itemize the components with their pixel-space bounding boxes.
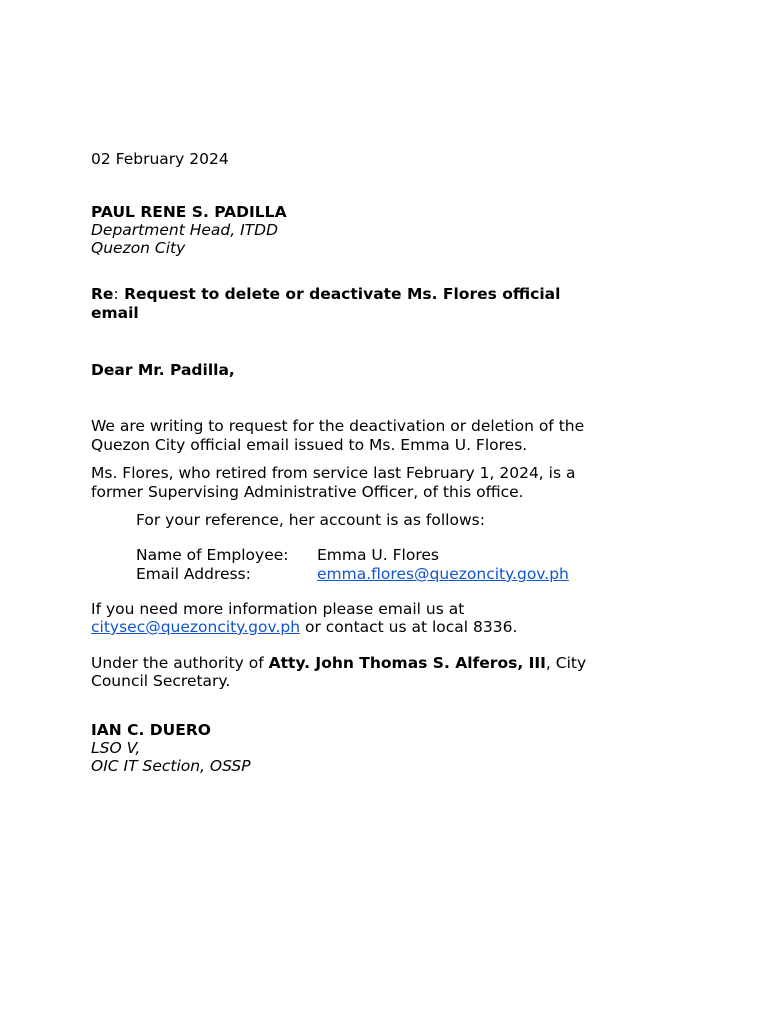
email-address-label: Email Address: xyxy=(136,565,251,583)
recipient-name: PAUL RENE S. PADILLA xyxy=(91,203,287,221)
employee-email-link[interactable]: emma.flores@quezoncity.gov.ph xyxy=(317,565,569,583)
authority-line1 xyxy=(91,654,586,672)
paragraph-1-line2: Quezon City official email issued to Ms. Emma U. Flores. xyxy=(91,436,528,454)
paragraph-2-line2: former Supervising Administrative Officer, of this office. xyxy=(91,483,524,501)
contact-line2 xyxy=(91,618,517,636)
salutation: Dear Mr. Padilla, xyxy=(91,361,235,379)
contact-line1: If you need more information please email us at xyxy=(91,600,465,618)
citysec-email-link[interactable]: citysec@quezoncity.gov.ph xyxy=(91,618,301,636)
reference-intro: For your reference, her account is as follows: xyxy=(136,511,485,529)
signatory-office: OIC IT Section, OSSP xyxy=(91,757,251,775)
subject-colon: : xyxy=(113,285,119,303)
employee-name-label: Name of Employee: xyxy=(136,546,289,564)
subject-prefix: Re xyxy=(91,285,114,303)
authority-name: Atty. John Thomas S. Alferos, III xyxy=(268,654,546,672)
authority-line2: Council Secretary. xyxy=(91,672,231,690)
letter-date: 02 February 2024 xyxy=(91,150,229,168)
signatory-position: LSO V, xyxy=(91,739,141,757)
reference-name-row xyxy=(136,546,439,564)
recipient-city: Quezon City xyxy=(91,239,186,257)
paragraph-2-line1: Ms. Flores, who retired from service last February 1, 2024, is a xyxy=(91,464,576,482)
recipient-title: Department Head, ITDD xyxy=(91,221,279,239)
authority-suffix: , City xyxy=(545,654,587,672)
subject-line xyxy=(91,285,560,303)
paragraph-1-line1: We are writing to request for the deactivation or deletion of the xyxy=(91,417,585,435)
authority-prefix: Under the authority of xyxy=(91,654,269,672)
subject-text-line2: email xyxy=(91,304,139,322)
subject-text-line1: Request to delete or deactivate Ms. Flores official xyxy=(124,285,561,303)
contact-local: or contact us at local 8336. xyxy=(300,618,518,636)
reference-email-row xyxy=(136,565,569,583)
signatory-name: IAN C. DUERO xyxy=(91,721,211,739)
employee-name-value: Emma U. Flores xyxy=(317,546,439,564)
